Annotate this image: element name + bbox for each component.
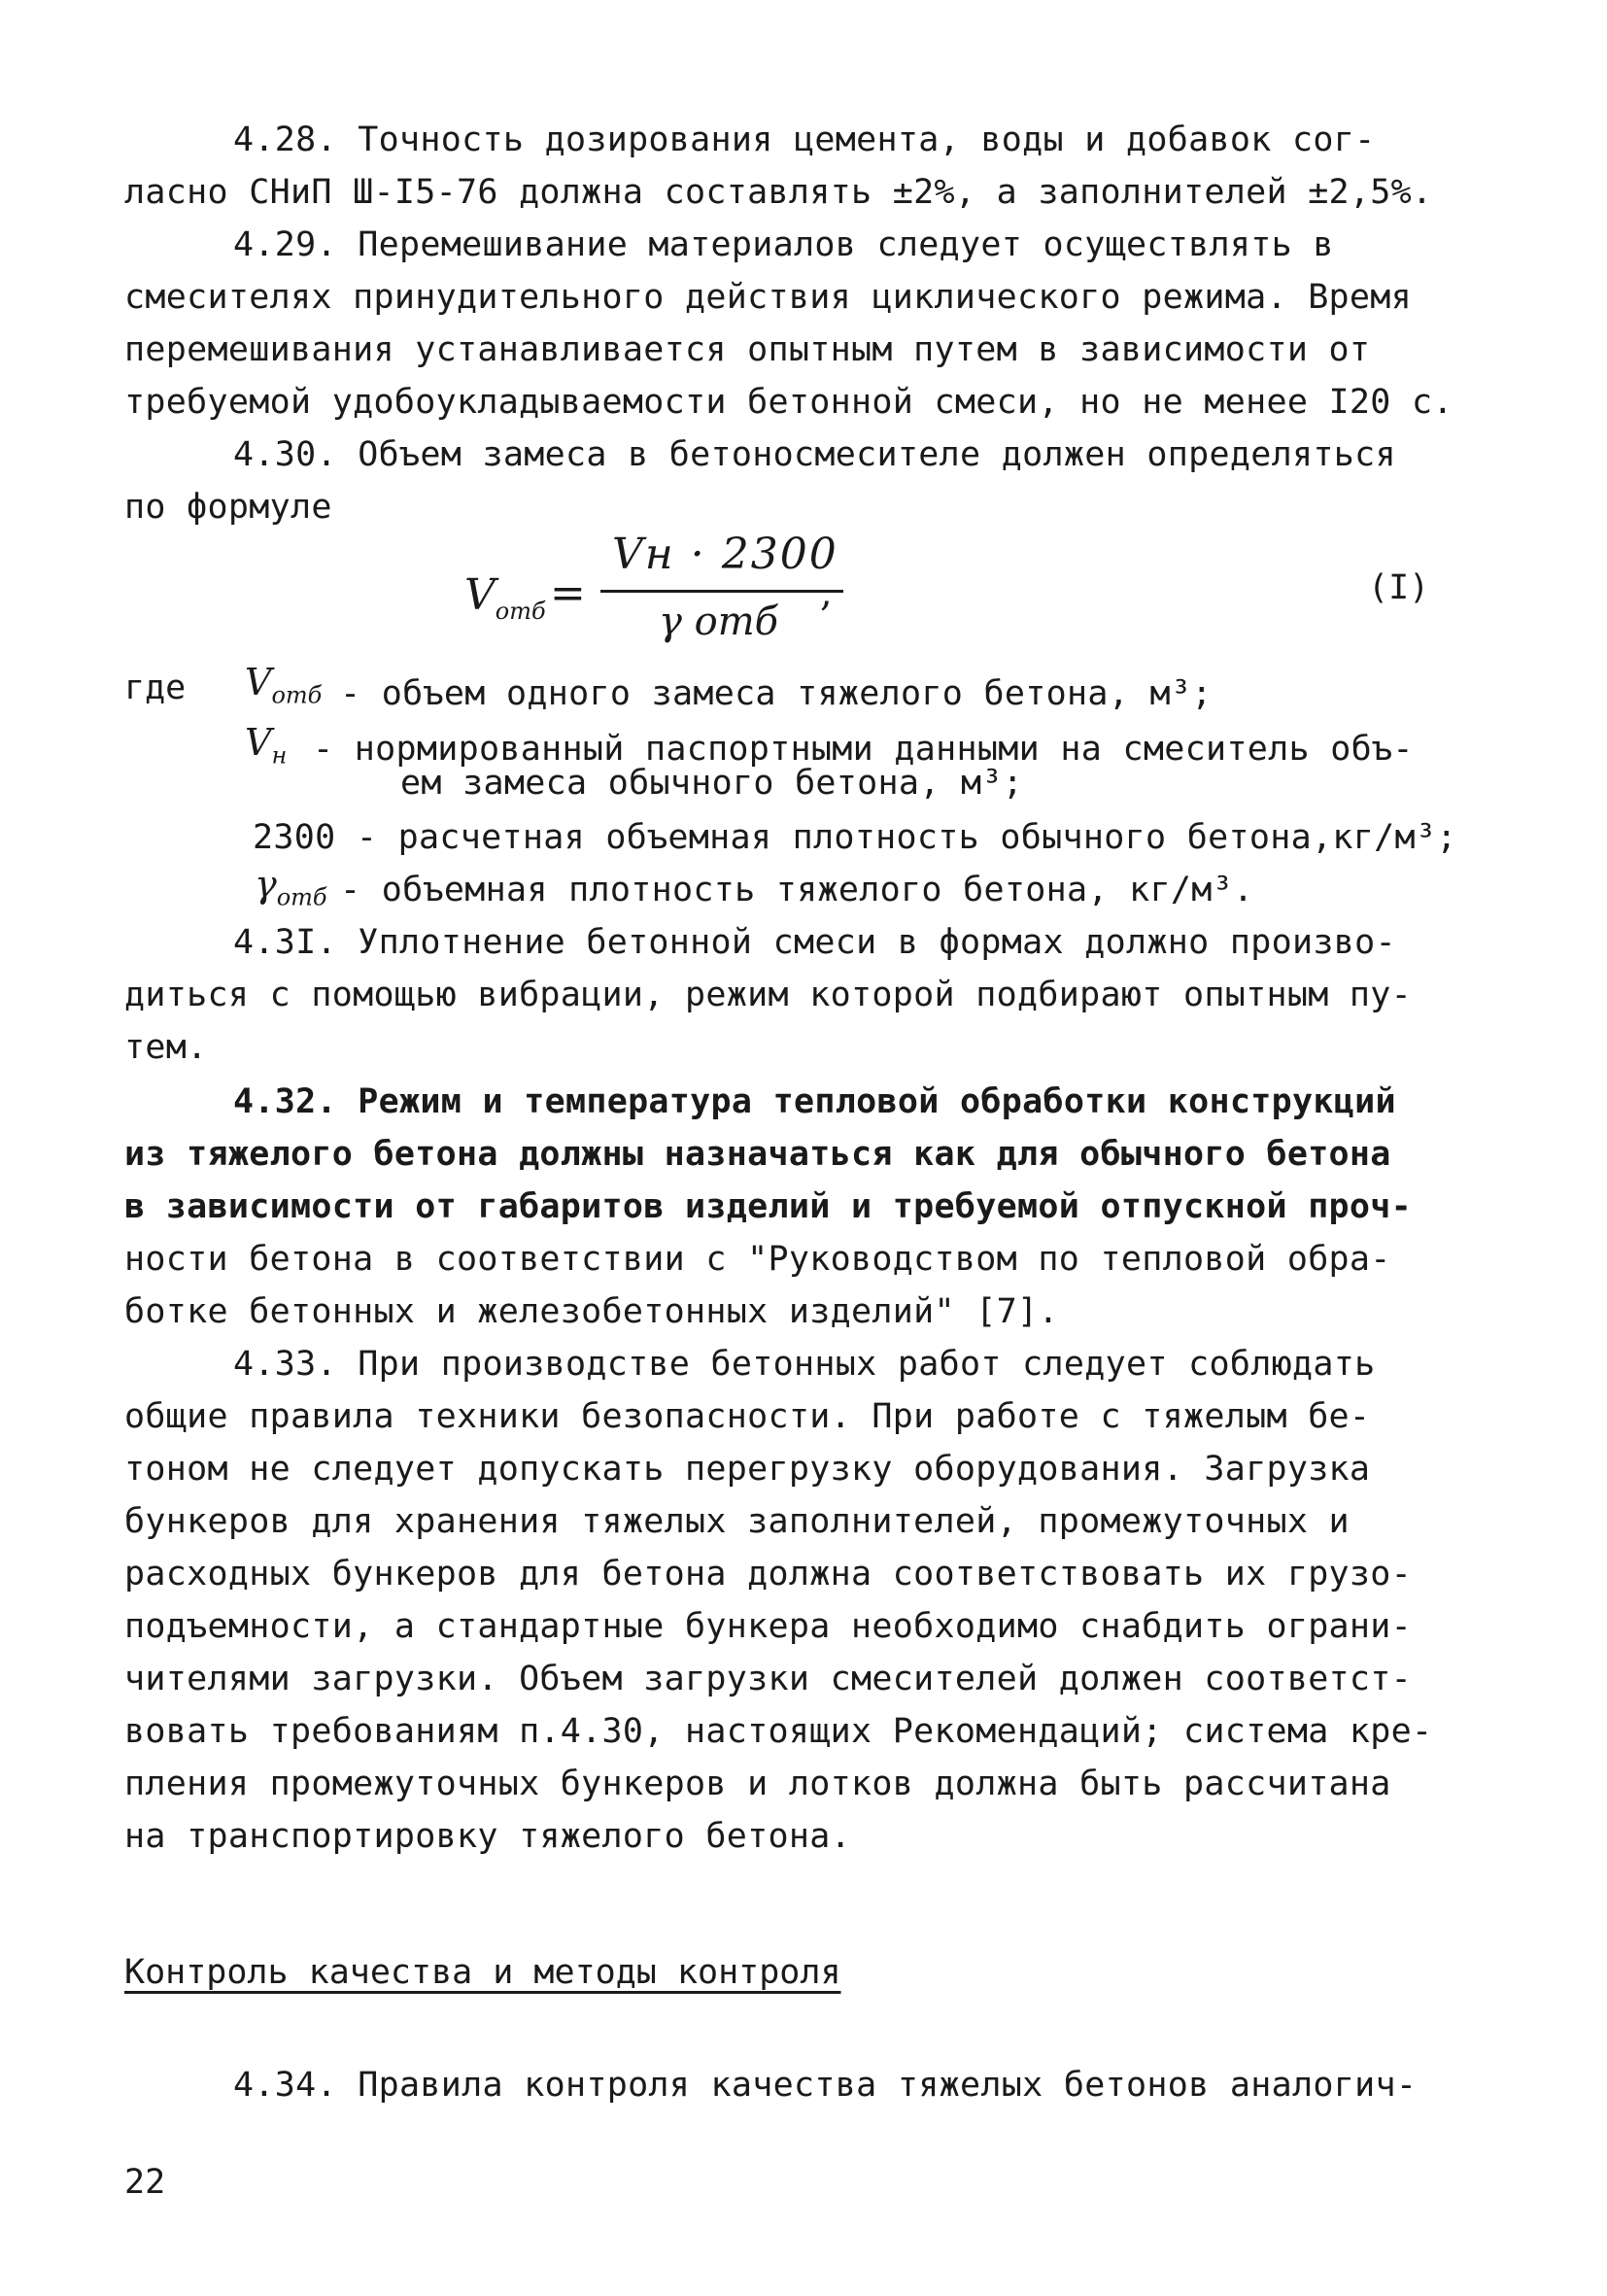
definition-2300-text: 2300 - расчетная объемная плотность обычного бетона,кг/м³; (253, 818, 1457, 857)
paragraph-4-32-line-1: 4.32. Режим и температура тепловой обработки конструкций (233, 1082, 1396, 1121)
paragraph-4-33-line-5: расходных бункеров для бетона должна соответствовать их грузо- (124, 1555, 1413, 1593)
paragraph-4-34-line-1: 4.34. Правила контроля качества тяжелых бетонов аналогич- (233, 2066, 1418, 2105)
paragraph-4-30-line-1: 4.30. Объем замеса в бетоносмесителе должен определяться (233, 435, 1396, 474)
definition-symbol-v-n: $V_н$ (245, 721, 288, 770)
definitions-where-label: где (124, 668, 187, 707)
definition-gamma-otb-text: - объемная плотность тяжелого бетона, кг/м³. (340, 871, 1254, 909)
paragraph-4-32-line-4: ности бетона в соответствии с "Руководством по тепловой обра- (124, 1240, 1391, 1279)
paragraph-4-29-line-2: смесителях принудительного действия циклического режима. Время (124, 278, 1413, 317)
formula-fraction-bar (600, 590, 843, 593)
paragraph-4-33-line-3: тоном не следует допускать перегрузку оборудования. Загрузка (124, 1450, 1371, 1489)
formula-numerator: Vн · 2300 (612, 530, 838, 579)
formula-lhs: $V_{отб}$ (464, 570, 546, 625)
paragraph-4-30-line-2: по формуле (124, 488, 332, 527)
paragraph-4-29-line-3: перемешивания устанавливается опытным путем в зависимости от (124, 330, 1371, 369)
paragraph-4-29-line-4: требуемой удобоукладываемости бетонной смеси, но не менее I20 с. (124, 383, 1453, 422)
paragraph-4-33-line-10: на транспортировку тяжелого бетона. (124, 1817, 852, 1856)
page-number: 22 (124, 2163, 166, 2202)
paragraph-4-31-line-2: диться с помощью вибрации, режим которой подбирают опытным пу- (124, 976, 1413, 1014)
paragraph-4-33-line-4: бункеров для хранения тяжелых заполнителей, промежуточных и (124, 1502, 1350, 1541)
paragraph-4-32-line-2: из тяжелого бетона должны назначаться как для обычного бетона (124, 1135, 1391, 1174)
paragraph-4-28-line-1: 4.28. Точность дозирования цемента, воды и добавок сог- (233, 120, 1376, 159)
formula-reference-number: (I) (1368, 568, 1430, 607)
paragraph-4-33-line-1: 4.33. При производстве бетонных работ следует соблюдать (233, 1345, 1376, 1384)
definition-v-n-text-line-1: - нормированный паспортными данными на смеситель объ- (313, 730, 1414, 769)
definition-v-otb-text: - объем одного замеса тяжелого бетона, м³; (340, 674, 1213, 713)
paragraph-4-33-line-8: вовать требованиям п.4.30, настоящих Рекомендаций; система кре- (124, 1712, 1433, 1751)
formula-equals: = (550, 568, 586, 618)
paragraph-4-29-line-1: 4.29. Перемешивание материалов следует осуществлять в (233, 225, 1334, 264)
definition-symbol-gamma-otb: $\gamma_{отб}$ (255, 863, 327, 911)
paragraph-4-33-line-7: чителями загрузки. Объем загрузки смесителей должен соответст- (124, 1660, 1413, 1698)
definition-v-n-text-line-2: ем замеса обычного бетона, м³; (400, 764, 1024, 803)
paragraph-4-31-line-1: 4.3I. Уплотнение бетонной смеси в формах должно произво- (233, 923, 1396, 962)
paragraph-4-31-line-3: тем. (124, 1028, 208, 1067)
paragraph-4-28-line-2: ласно СНиП Ш-I5-76 должна составлять ±2%, а заполнителей ±2,5%. (124, 173, 1433, 212)
section-heading: Контроль качества и методы контроля (124, 1953, 841, 1992)
formula-1 (464, 530, 872, 675)
paragraph-4-33-line-2: общие правила техники безопасности. При работе с тяжелым бе- (124, 1397, 1371, 1436)
formula-comma: , (820, 570, 833, 615)
paragraph-4-33-line-9: пления промежуточных бункеров и лотков должна быть рассчитана (124, 1765, 1391, 1803)
formula-denominator: γ отб (659, 600, 779, 644)
paragraph-4-32-line-5: ботке бетонных и железобетонных изделий" [7]. (124, 1292, 1059, 1331)
definition-symbol-v-otb: $V_{отб}$ (245, 661, 323, 709)
paragraph-4-33-line-6: подъемности, а стандартные бункера необходимо снабдить ограни- (124, 1607, 1413, 1646)
paragraph-4-32-line-3: в зависимости от габаритов изделий и требуемой отпускной проч- (124, 1187, 1413, 1226)
